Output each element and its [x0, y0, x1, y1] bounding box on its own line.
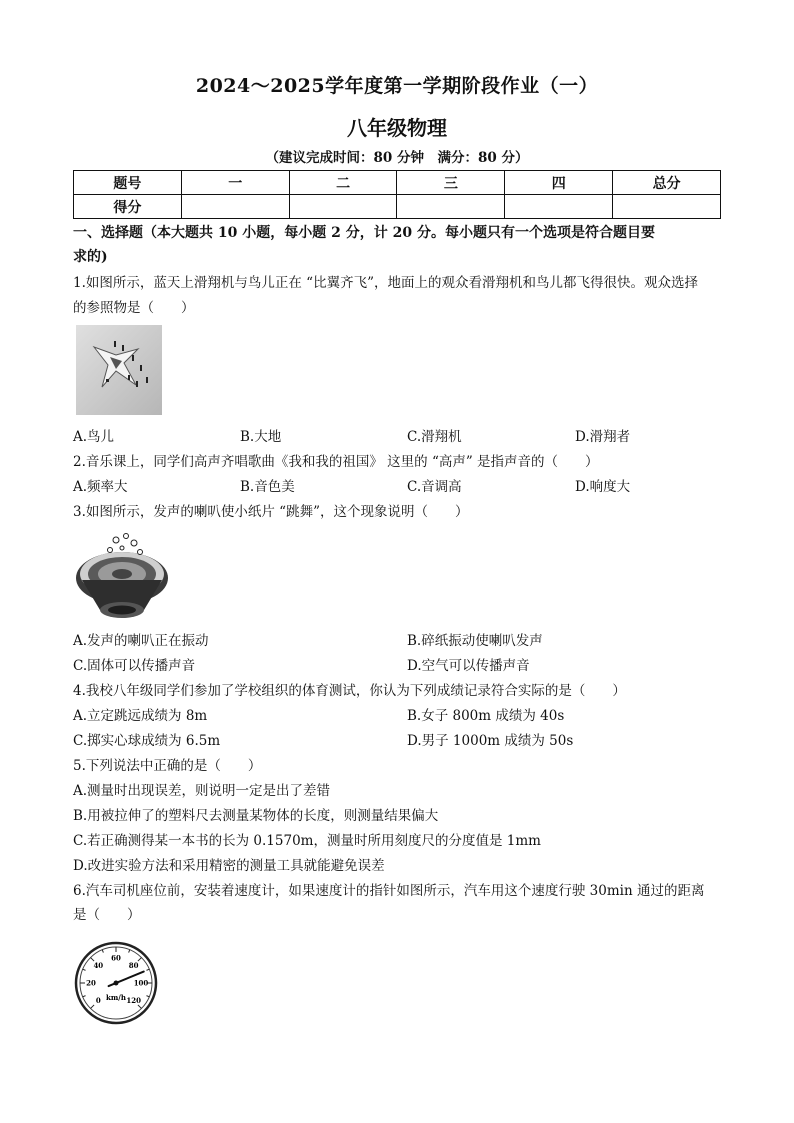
q3-option-d: D.空气可以传播声音 [407, 658, 530, 674]
q3-option-a: A.发声的喇叭正在振动 [73, 633, 209, 649]
q1-stem: 1.如图所示，蓝天上滑翔机与鸟儿正在 “比翼齐飞”，地面上的观众看滑翔机和鸟儿都飞得很快。观众选择 [73, 275, 698, 291]
q4-option-d: D.男子 1000m 成绩为 50s [407, 733, 574, 749]
speaker-figure [72, 530, 172, 622]
q1-option-a: A.鸟儿 [73, 429, 115, 445]
q3-option-c: C.固体可以传播声音 [73, 658, 196, 674]
q1-option-d: D.滑翔者 [575, 429, 631, 445]
q1-option-c: C.滑翔机 [407, 429, 462, 445]
score-blank [397, 195, 505, 219]
speedometer-label: 100 [133, 978, 149, 988]
speedometer-label: 0 [95, 996, 101, 1006]
q4-option-a: A.立定跳远成绩为 8m [73, 708, 208, 724]
q6-stem-cont: 是（ ） [73, 907, 141, 923]
score-cell: 得分 [74, 195, 182, 219]
q3-option-b: B.碎纸振动使喇叭发声 [407, 633, 543, 649]
q2-option-d: D.响度大 [575, 479, 631, 495]
score-cell: 三 [397, 171, 505, 195]
speedometer-label: 40 [93, 960, 104, 970]
q2-option-b: B.音色美 [240, 479, 295, 495]
score-cell: 一 [181, 171, 289, 195]
score-cell: 题号 [74, 171, 182, 195]
score-table-score-row [74, 195, 721, 219]
glider-birds-image [76, 325, 162, 415]
q4-stem: 4.我校八年级同学们参加了学校组织的体育测试，你认为下列成绩记录符合实际的是（ ） [73, 683, 626, 699]
speedometer-label: 80 [128, 960, 139, 970]
score-table [73, 170, 721, 219]
speaker-image [72, 530, 172, 622]
score-blank [505, 195, 613, 219]
score-cell: 四 [505, 171, 613, 195]
q3-stem: 3.如图所示，发声的喇叭使小纸片 “跳舞”，这个现象说明（ ） [73, 504, 469, 520]
q5-option-a: A.测量时出现误差，则说明一定是出了差错 [73, 783, 331, 799]
document-title: 2024～2025学年度第一学期阶段作业（一） [195, 75, 599, 97]
section1-heading-cont: 求的) [73, 249, 108, 265]
speedometer-label: 20 [86, 978, 96, 988]
score-blank [289, 195, 397, 219]
speedometer-dial [73, 938, 159, 1026]
section1-heading: 一、选择题（本大题共 10 小题，每小题 2 分，计 20 分。每小题只有一个选项是符合题目要 [73, 225, 655, 241]
speedometer-unit: km/h [106, 993, 126, 1002]
speedometer-label: 60 [111, 953, 121, 963]
q6-stem: 6.汽车司机座位前，安装着速度计，如果速度计的指针如图所示，汽车用这个速度行驶 30min 通过的距离 [73, 883, 705, 899]
score-blank [181, 195, 289, 219]
speedometer-hub [114, 981, 119, 986]
q4-option-b: B.女子 800m 成绩为 40s [407, 708, 565, 724]
q1-option-b: B.大地 [240, 429, 282, 445]
q5-option-c: C.若正确测得某一本书的长为 0.1570m，测量时所用刻度尺的分度值是 1mm [73, 833, 541, 849]
score-cell: 总分 [613, 171, 721, 195]
q5-option-d: D.改进实验方法和采用精密的测量工具就能避免误差 [73, 858, 385, 874]
score-blank [613, 195, 721, 219]
q2-stem: 2.音乐课上，同学们高声齐唱歌曲《我和我的祖国》 这里的 “高声” 是指声音的（ ） [73, 454, 599, 470]
q5-stem: 5.下列说法中正确的是（ ） [73, 758, 262, 774]
time-score-note: （建议完成时间：80 分钟 满分：80 分） [265, 150, 529, 166]
q2-option-c: C.音调高 [407, 479, 462, 495]
score-cell: 二 [289, 171, 397, 195]
speedometer-figure [73, 938, 159, 1026]
q5-option-b: B.用被拉伸了的塑料尺去测量某物体的长度，则测量结果偏大 [73, 808, 439, 824]
q1-stem-cont: 的参照物是（ ） [73, 300, 195, 316]
document-subtitle: 八年级物理 [347, 116, 447, 140]
score-table-header-row [74, 171, 721, 195]
q2-option-a: A.频率大 [73, 479, 128, 495]
speedometer-label: 120 [126, 996, 141, 1006]
glider-birds-figure [76, 325, 162, 415]
q4-option-c: C.掷实心球成绩为 6.5m [73, 733, 221, 749]
